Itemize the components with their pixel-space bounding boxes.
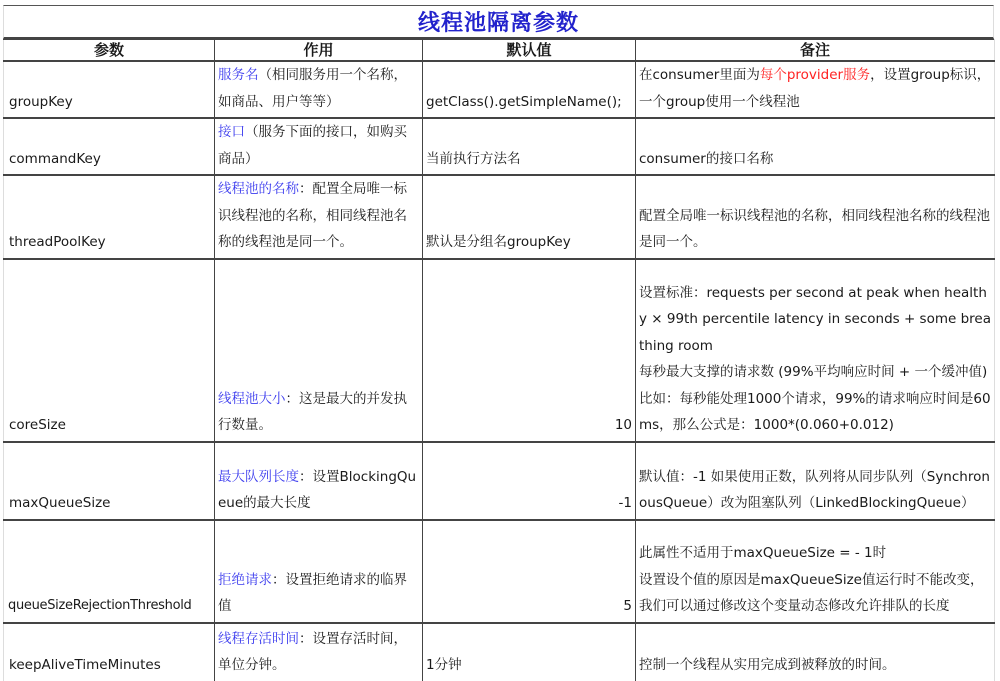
purpose-text: ：设置BlockingQueue的最大长度	[218, 468, 417, 511]
purpose-cell	[215, 623, 423, 681]
header-default: 默认值	[423, 40, 636, 62]
purpose-cell	[215, 259, 423, 442]
param-cell: maxQueueSize	[4, 442, 215, 520]
purpose-text: （服务下面的接口，如购买商品）	[218, 124, 407, 167]
param-cell: commandKey	[4, 118, 215, 175]
table-row	[4, 118, 995, 175]
table-row	[4, 259, 995, 442]
note-cell: consumer的接口名称	[636, 118, 995, 175]
purpose-text: ：设置存活时间，单位分钟。	[218, 630, 407, 673]
header-purpose: 作用	[215, 40, 423, 62]
note-text: 在consumer里面为	[639, 67, 760, 83]
note-cell: 默认值：-1 如果使用正数，队列将从同步队列（SynchronousQueue）改为阻塞队列（LinkedBlockingQueue）	[636, 442, 995, 520]
purpose-text: ：这是最大的并发执行数量。	[218, 390, 407, 433]
purpose-highlight: 服务名	[218, 67, 259, 83]
header-row	[4, 40, 995, 62]
default-cell: 5	[423, 520, 636, 623]
param-cell: keepAliveTimeMinutes	[4, 623, 215, 681]
note-cell: 配置全局唯一标识线程池的名称，相同线程池名称的线程池是同一个。	[636, 175, 995, 259]
table-row	[4, 623, 995, 681]
purpose-text: （相同服务用一个名称，如商品、用户等等）	[218, 67, 407, 110]
spreadsheet	[3, 5, 994, 681]
default-cell: 默认是分组名groupKey	[423, 175, 636, 259]
purpose-highlight: 最大队列长度	[218, 468, 299, 485]
note-line: 此属性不适用于maxQueueSize = - 1时	[639, 545, 887, 561]
purpose-cell	[215, 442, 423, 520]
note-cell	[636, 520, 995, 623]
default-cell: -1	[423, 442, 636, 520]
table-title: 线程池隔离参数	[3, 5, 994, 39]
purpose-highlight: 线程存活时间	[218, 630, 299, 647]
params-table	[3, 39, 995, 681]
purpose-highlight: 接口	[218, 124, 245, 140]
purpose-highlight: 线程池的名称	[218, 181, 299, 197]
param-cell: queueSizeRejectionThreshold	[4, 520, 215, 623]
table-row	[4, 520, 995, 623]
table-row	[4, 175, 995, 259]
note-cell	[636, 259, 995, 442]
note-line: 比如：每秒能处理1000个请求，99%的请求响应时间是60ms，那么公式是：1000*(0.060+0.012)	[639, 390, 991, 433]
param-cell: coreSize	[4, 259, 215, 442]
default-cell: 当前执行方法名	[423, 118, 636, 175]
header-note: 备注	[636, 40, 995, 62]
purpose-highlight: 线程池大小	[218, 390, 286, 407]
param-cell: threadPoolKey	[4, 175, 215, 259]
note-line: 设置设个值的原因是maxQueueSize值运行时不能改变，我们可以通过修改这个变量动态修改允许排队的长度	[639, 571, 984, 614]
note-text: ，设置group标识，一个group使用一个线程池	[639, 67, 991, 110]
note-line: 设置标准：requests per second at peak when healthy × 99th percentile latency in seconds + some breathing room	[639, 284, 992, 354]
note-red-text: 每个provider服务	[759, 67, 871, 83]
default-cell: getClass().getSimpleName();	[423, 61, 636, 118]
default-cell: 10	[423, 259, 636, 442]
purpose-highlight: 拒绝请求	[218, 571, 272, 588]
table-row	[4, 61, 995, 118]
purpose-text: ：配置全局唯一标识线程池的名称，相同线程池名称的线程池是同一个。	[218, 181, 407, 250]
note-cell: 控制一个线程从实用完成到被释放的时间。	[636, 623, 995, 681]
table-row	[4, 442, 995, 520]
header-param: 参数	[4, 40, 215, 62]
purpose-cell	[215, 520, 423, 623]
purpose-cell	[215, 61, 423, 118]
purpose-text: ：设置拒绝请求的临界值	[218, 571, 407, 614]
purpose-cell	[215, 118, 423, 175]
note-line: 每秒最大支撑的请求数 (99%平均响应时间 + 一个缓冲值)	[639, 364, 988, 380]
default-cell: 1分钟	[423, 623, 636, 681]
param-cell: groupKey	[4, 61, 215, 118]
purpose-cell	[215, 175, 423, 259]
note-cell	[636, 61, 995, 118]
